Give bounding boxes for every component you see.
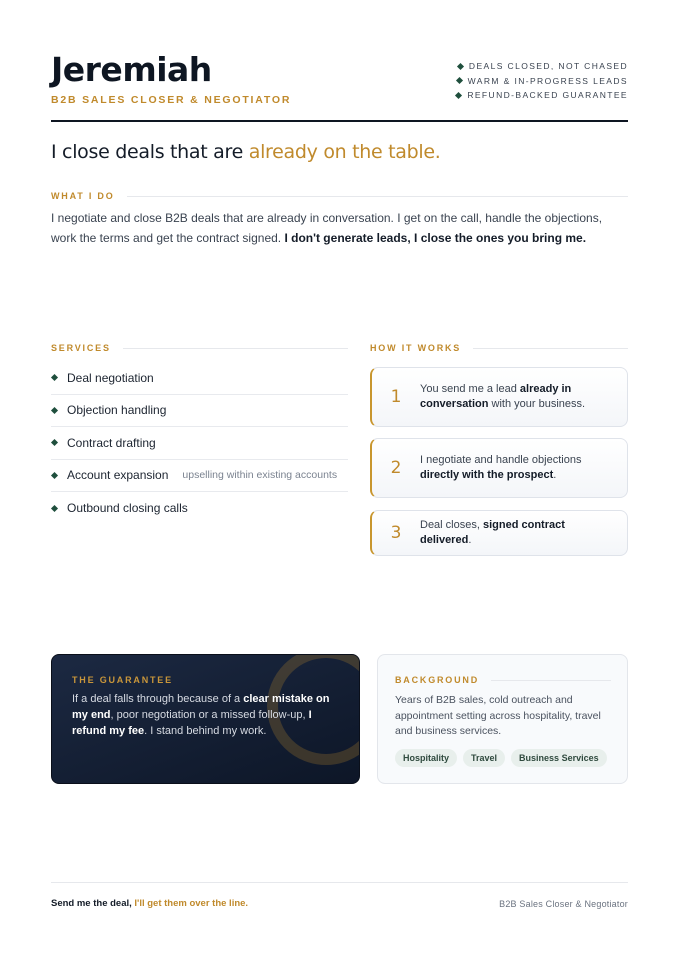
section-divider xyxy=(473,348,628,349)
diamond-bullet-icon xyxy=(51,505,58,512)
what-i-do-text: I negotiate and close B2B deals that are already in conversation. I get on the call, handle the objections, work the terms and get the contract signed. I don't generate leads, I close the ones you bring me. xyxy=(51,211,603,245)
section-divider xyxy=(123,348,348,349)
what-i-do-label: WHAT I DO xyxy=(51,191,628,201)
tag-business-services: Business Services xyxy=(511,749,607,767)
background-label: BACKGROUND xyxy=(395,675,611,685)
diamond-bullet-icon xyxy=(51,374,58,381)
diamond-bullet-icon xyxy=(51,407,58,414)
highlights-list xyxy=(456,59,628,103)
guarantee-title: THE GUARANTEE xyxy=(72,675,173,685)
footer-tagline: Send me the deal, I'll get them over the line. xyxy=(51,898,249,909)
services-list xyxy=(51,362,348,525)
guarantee-card xyxy=(51,654,360,784)
diamond-bullet-icon xyxy=(51,439,58,446)
step-card xyxy=(370,438,628,498)
step-text: Deal closes, signed contract delivered. xyxy=(420,518,565,546)
service-item: Objection handling xyxy=(51,395,348,428)
diamond-bullet-icon xyxy=(457,63,464,70)
step-card xyxy=(370,367,628,427)
diamond-bullet-icon xyxy=(51,472,58,479)
service-note: upselling within existing accounts xyxy=(182,469,338,482)
headline: I close deals that are already on the table. xyxy=(51,141,441,163)
highlight-item: WARM & IN-PROGRESS LEADS xyxy=(456,74,628,89)
tag-hospitality: Hospitality xyxy=(395,749,457,767)
step-text: I negotiate and handle objections directly with the prospect. xyxy=(420,453,582,481)
services-label: SERVICES xyxy=(51,343,348,353)
tag-travel: Travel xyxy=(463,749,505,767)
step-text: You send me a lead already in conversation with your business. xyxy=(420,382,586,410)
background-card xyxy=(377,654,628,784)
diamond-bullet-icon xyxy=(455,92,462,99)
guarantee-text: If a deal falls through because of a clear mistake on my end, poor negotiation or a missed follow-up, I refund my fee. I stand behind my work. xyxy=(72,693,330,737)
step-number: 1 xyxy=(390,387,402,407)
diamond-bullet-icon xyxy=(456,77,463,84)
section-divider xyxy=(491,680,611,681)
step-card xyxy=(370,510,628,556)
step-number: 3 xyxy=(390,523,402,543)
footer-divider xyxy=(51,882,628,883)
step-number: 2 xyxy=(390,458,402,478)
background-text: Years of B2B sales, cold outreach and appointment setting across hospitality, travel and business services. xyxy=(395,694,601,737)
header-divider xyxy=(51,120,628,122)
service-item: Deal negotiation xyxy=(51,362,348,395)
footer-role: B2B Sales Closer & Negotiator xyxy=(499,899,628,909)
tag-list xyxy=(395,749,607,767)
service-item: Account expansion upselling within existing accounts xyxy=(51,460,348,493)
service-item: Contract drafting xyxy=(51,427,348,460)
name-title: Jeremiah xyxy=(51,50,212,89)
highlight-item: DEALS CLOSED, NOT CHASED xyxy=(456,59,628,74)
role-subtitle: B2B SALES CLOSER & NEGOTIATOR xyxy=(51,94,292,106)
how-it-works-label: HOW IT WORKS xyxy=(370,343,628,353)
section-divider xyxy=(127,196,628,197)
highlight-item: REFUND-BACKED GUARANTEE xyxy=(456,88,628,103)
service-item: Outbound closing calls xyxy=(51,492,348,525)
